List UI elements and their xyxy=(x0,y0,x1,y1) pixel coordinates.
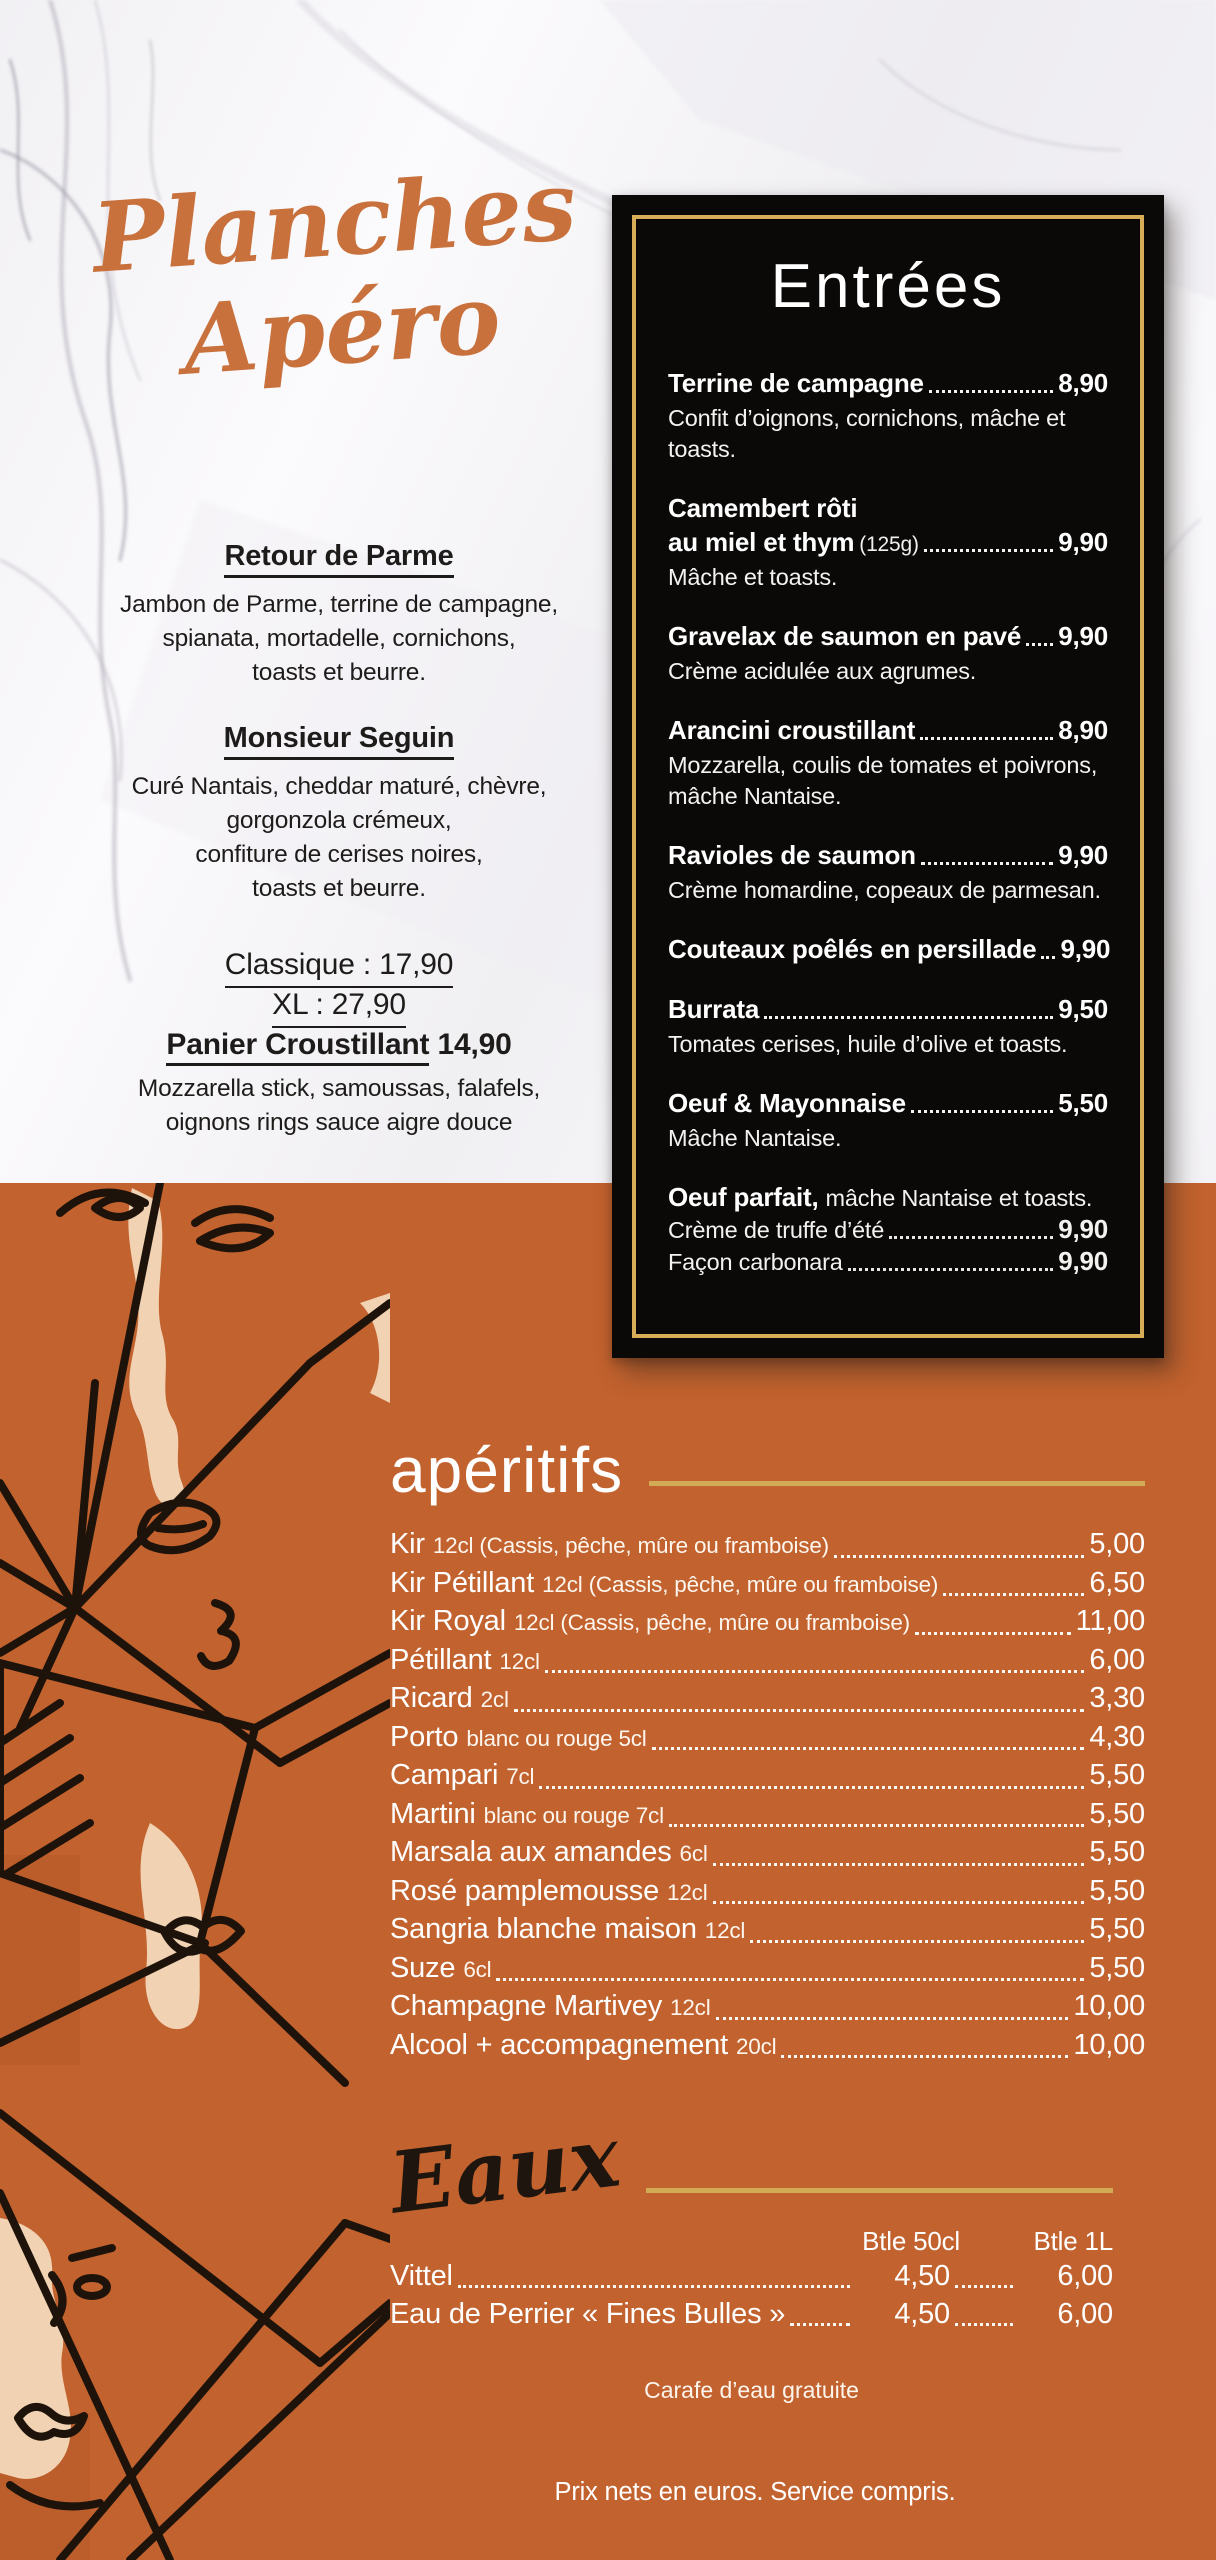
entree-description: Mâche Nantaise. xyxy=(668,1125,842,1151)
dotted-leader xyxy=(924,549,1053,552)
size-classique: Classique : 17,90 xyxy=(225,948,453,988)
entree-item xyxy=(668,838,1108,906)
entree-item xyxy=(668,619,1108,687)
description-line: Mozzarella stick, samoussas, falafels, xyxy=(137,1075,541,1102)
aperitif-price: 5,00 xyxy=(1089,1528,1145,1560)
entree-name-row xyxy=(668,366,1108,400)
entree-price: 9,90 xyxy=(1058,621,1108,651)
eau-name: Eau de Perrier « Fines Bulles » xyxy=(390,2298,786,2330)
entree-variant-row xyxy=(668,1246,1108,1278)
abstract-face-line-art xyxy=(0,1183,390,2560)
dotted-leader xyxy=(496,1978,1084,1981)
variant-label: Façon carbonara xyxy=(668,1249,843,1275)
entrees-list xyxy=(668,366,1111,1154)
description-line: oignons rings sauce aigre douce xyxy=(165,1109,513,1136)
aperitif-name: Porto xyxy=(390,1720,459,1753)
aperitif-price: 5,50 xyxy=(1089,1913,1145,1945)
aperitif-price: 3,30 xyxy=(1089,1682,1145,1714)
description-line: Jambon de Parme, terrine de campagne, xyxy=(120,591,558,618)
entrees-content xyxy=(668,251,1111,1318)
column-btle-50cl: Btle 50cl xyxy=(862,2226,960,2256)
aperitif-name: Kir Royal xyxy=(390,1605,506,1637)
size-xl: XL : 27,90 xyxy=(272,988,406,1028)
title-line-planches: Planches xyxy=(88,148,580,295)
dotted-leader xyxy=(848,1268,1054,1271)
dotted-leader xyxy=(1041,956,1055,959)
board-panier-croustillant xyxy=(104,1028,574,1140)
description-line: toasts et beurre. xyxy=(252,659,426,686)
aperitif-price: 11,00 xyxy=(1075,1605,1145,1637)
eau-row xyxy=(390,2295,1113,2333)
description-line: Curé Nantais, cheddar maturé, chèvre, xyxy=(131,773,547,800)
aperitifs-title: apéritifs xyxy=(390,1434,624,1506)
aperitifs-section xyxy=(390,1434,1145,2065)
aperitif-name: Campari xyxy=(390,1759,499,1791)
eau-row xyxy=(390,2257,1113,2295)
aperitif-row xyxy=(390,1834,1145,1873)
entree-item xyxy=(668,366,1108,465)
aperitif-row xyxy=(390,1911,1145,1950)
entree-price: 5,50 xyxy=(1058,1088,1108,1118)
entree-name-row xyxy=(668,713,1108,747)
aperitif-price: 5,50 xyxy=(1089,1874,1145,1907)
entree-name-suffix: mâche Nantaise et toasts. xyxy=(825,1185,1093,1211)
entree-name: Couteaux poêlés en persillade xyxy=(668,934,1037,964)
panier-heading xyxy=(104,1028,574,1062)
planches-apero-title xyxy=(81,148,595,400)
board-retour-de-parme xyxy=(104,540,574,690)
entree-name: Arancini croustillant xyxy=(668,715,916,745)
entree-description: Confit d’oignons, cornichons, mâche et toasts. xyxy=(668,405,1066,462)
aperitif-price: 5,50 xyxy=(1089,1797,1145,1830)
board-description xyxy=(104,770,574,906)
aperitifs-heading-row xyxy=(390,1434,1145,1506)
board-monsieur-seguin xyxy=(104,722,574,906)
aperitif-size-note: blanc ou rouge 5cl xyxy=(466,1725,647,1751)
dotted-leader xyxy=(955,2285,1013,2288)
entree-name-row xyxy=(668,992,1108,1026)
aperitif-price: 6,00 xyxy=(1089,1643,1145,1676)
dotted-leader xyxy=(652,1747,1085,1750)
eau-price-50cl: 4,50 xyxy=(894,2260,950,2292)
aperitif-row xyxy=(390,1796,1145,1835)
aperitif-name: Martini xyxy=(390,1797,476,1830)
dotted-leader xyxy=(889,1236,1053,1239)
aperitif-row xyxy=(390,1642,1145,1681)
dotted-leader xyxy=(1026,643,1053,646)
dotted-leader xyxy=(955,2323,1013,2326)
aperitif-size-note: 7cl xyxy=(506,1764,535,1789)
entrees-card xyxy=(612,195,1164,1358)
entree-description: Crème homardine, copeaux de parmesan. xyxy=(668,877,1101,903)
entree-price: 9,90 xyxy=(1058,527,1108,557)
aperitif-row xyxy=(390,1565,1145,1604)
panier-description xyxy=(104,1072,574,1140)
dotted-leader xyxy=(764,1016,1053,1019)
aperitif-size-note: 12cl (Cassis, pêche, mûre ou framboise) xyxy=(513,1610,910,1635)
entree-name: Terrine de campagne xyxy=(668,368,924,398)
entree-description: Tomates cerises, huile d’olive et toasts. xyxy=(668,1031,1068,1057)
eaux-heading-row xyxy=(384,2106,1113,2233)
aperitif-price: 6,50 xyxy=(1089,1566,1145,1599)
aperitif-size-note: 12cl (Cassis, pêche, mûre ou framboise) xyxy=(542,1571,939,1597)
dotted-leader xyxy=(545,1670,1084,1673)
dotted-leader xyxy=(539,1786,1084,1789)
aperitif-size-note: 12cl xyxy=(667,1879,708,1905)
aperitif-size-note: 6cl xyxy=(679,1841,708,1866)
dotted-leader xyxy=(790,2323,850,2326)
variant-label: Crème de truffe d’été xyxy=(668,1217,885,1243)
aperitif-name: Alcool + accompagnement xyxy=(390,2028,728,2061)
aperitif-size-note: 12cl xyxy=(499,1648,540,1674)
board-sizes xyxy=(104,948,574,1028)
entree-price: 9,90 xyxy=(1058,840,1108,870)
eaux-list xyxy=(390,2257,1113,2333)
variant-price: 9,90 xyxy=(1058,1246,1108,1276)
entree-name: Oeuf parfait, xyxy=(668,1182,819,1212)
dotted-leader xyxy=(716,2017,1069,2020)
aperitif-price: 5,50 xyxy=(1089,1836,1145,1868)
entree-name-row xyxy=(668,525,1108,559)
eau-price-1l: 6,00 xyxy=(1057,2298,1113,2330)
aperitif-size-note: 6cl xyxy=(463,1956,492,1982)
entree-name: au miel et thym xyxy=(668,527,855,557)
eau-price-1l: 6,00 xyxy=(1057,2260,1113,2292)
description-line: toasts et beurre. xyxy=(252,875,426,902)
eaux-title: Eaux xyxy=(384,2106,625,2233)
dotted-leader xyxy=(713,1863,1085,1866)
entree-price: 9,90 xyxy=(1060,934,1111,964)
entree-item xyxy=(668,932,1111,966)
aperitif-row xyxy=(390,2027,1145,2066)
variant-price: 9,90 xyxy=(1058,1214,1108,1244)
carafe-note: Carafe d’eau gratuite xyxy=(644,2377,859,2403)
entree-name: Oeuf & Mayonnaise xyxy=(668,1088,906,1118)
aperitif-price: 5,50 xyxy=(1089,1951,1145,1984)
dotted-leader xyxy=(514,1709,1085,1712)
eaux-column-headers xyxy=(390,2226,1113,2257)
entree-name: Gravelax de saumon en pavé xyxy=(668,621,1022,651)
entree-name: Burrata xyxy=(668,994,760,1024)
aperitif-size-note: 20cl xyxy=(735,2033,777,2059)
dotted-leader xyxy=(781,2055,1068,2058)
entree-price: 8,90 xyxy=(1058,715,1108,745)
entree-variant-row xyxy=(668,1214,1108,1246)
aperitif-size-note: 12cl xyxy=(704,1918,746,1943)
dotted-leader xyxy=(750,1940,1084,1943)
entree-name: Ravioles de saumon xyxy=(668,840,916,870)
entree-item xyxy=(668,992,1108,1060)
eau-price-50cl: 4,50 xyxy=(894,2298,950,2330)
dotted-leader xyxy=(915,1632,1071,1635)
gold-divider xyxy=(649,1481,1145,1486)
entree-description: Mozzarella, coulis de tomates et poivrons, mâche Nantaise. xyxy=(668,752,1098,809)
aperitif-row xyxy=(390,1603,1145,1642)
panier-price: 14,90 xyxy=(437,1028,512,1061)
dotted-leader xyxy=(911,1110,1053,1113)
title-line-apero: Apéro xyxy=(179,261,504,397)
aperitif-row xyxy=(390,1526,1145,1565)
dotted-leader xyxy=(458,2285,850,2288)
footer-note: Prix nets en euros. Service compris. xyxy=(554,2478,956,2506)
aperitif-size-note: 12cl (Cassis, pêche, mûre ou framboise) xyxy=(432,1533,829,1558)
dotted-leader xyxy=(943,1593,1084,1596)
aperitif-price: 10,00 xyxy=(1073,1990,1145,2022)
dotted-leader xyxy=(929,390,1053,393)
aperitif-price: 5,50 xyxy=(1089,1759,1145,1791)
panier-name: Panier Croustillant xyxy=(166,1028,429,1066)
aperitif-name: Kir Pétillant xyxy=(390,1566,535,1599)
entree-price: 8,90 xyxy=(1058,368,1108,398)
entree-description: Mâche et toasts. xyxy=(668,564,838,590)
entree-name-row xyxy=(668,1086,1108,1120)
dotted-leader xyxy=(834,1555,1084,1558)
entree-name-row xyxy=(668,838,1108,872)
aperitif-name: Marsala aux amandes xyxy=(390,1836,672,1868)
aperitif-name: Sangria blanche maison xyxy=(390,1913,697,1945)
description-line: confiture de cerises noires, xyxy=(195,841,483,868)
entree-item xyxy=(668,491,1108,593)
aperitif-row xyxy=(390,1757,1145,1796)
entree-item-oeuf-parfait xyxy=(668,1180,1108,1278)
aperitif-row xyxy=(390,1719,1145,1758)
aperitif-row xyxy=(390,1873,1145,1912)
aperitifs-list xyxy=(390,1526,1145,2065)
aperitif-size-note: 2cl xyxy=(480,1687,509,1712)
aperitif-row xyxy=(390,1680,1145,1719)
eau-name: Vittel xyxy=(390,2260,453,2292)
dotted-leader xyxy=(713,1901,1085,1904)
aperitif-name: Rosé pamplemousse xyxy=(390,1874,660,1907)
entree-name-line-1: Camembert rôti xyxy=(668,493,858,523)
board-name: Monsieur Seguin xyxy=(224,722,455,760)
entree-name-row xyxy=(668,1180,1108,1214)
entrees-title: Entrées xyxy=(770,252,1006,321)
aperitif-price: 4,30 xyxy=(1089,1720,1145,1753)
board-description xyxy=(104,588,574,690)
gold-divider xyxy=(646,2188,1113,2193)
entree-item xyxy=(668,713,1108,812)
entree-description: Crème acidulée aux agrumes. xyxy=(668,658,977,684)
aperitif-name: Pétillant xyxy=(390,1643,492,1676)
dotted-leader xyxy=(669,1824,1084,1827)
aperitif-price: 10,00 xyxy=(1073,2028,1145,2061)
aperitif-name: Suze xyxy=(390,1951,456,1984)
aperitif-row xyxy=(390,1988,1145,2027)
entree-price: 9,50 xyxy=(1058,994,1108,1024)
aperitif-name: Champagne Martivey xyxy=(390,1990,663,2022)
description-line: spianata, mortadelle, cornichons, xyxy=(162,625,516,652)
eaux-section xyxy=(384,2106,1113,2404)
entree-note: (125g) xyxy=(859,533,919,556)
aperitif-row xyxy=(390,1950,1145,1989)
aperitif-name: Ricard xyxy=(390,1682,473,1714)
entree-name-row xyxy=(668,932,1111,966)
entree-name-row xyxy=(668,619,1108,653)
dotted-leader xyxy=(920,737,1053,740)
aperitif-name: Kir xyxy=(390,1528,425,1560)
description-line: gorgonzola crémeux, xyxy=(226,807,452,834)
column-btle-1l: Btle 1L xyxy=(1033,2226,1113,2256)
aperitif-size-note: blanc ou rouge 7cl xyxy=(483,1802,664,1828)
aperitif-size-note: 12cl xyxy=(670,1995,711,2020)
dotted-leader xyxy=(921,862,1053,865)
board-name: Retour de Parme xyxy=(224,540,453,578)
entree-item xyxy=(668,1086,1108,1154)
